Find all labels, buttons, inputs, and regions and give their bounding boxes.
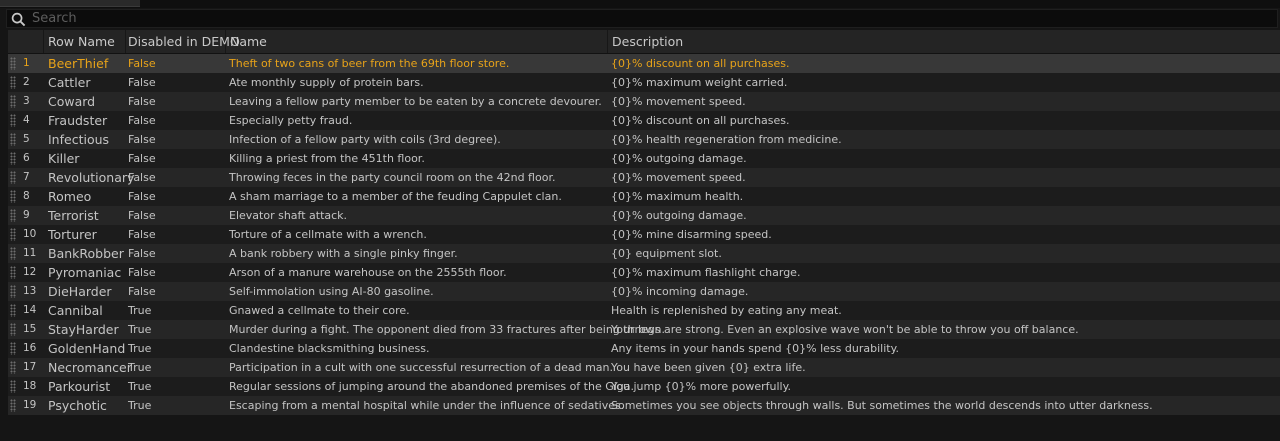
row-number: 10 xyxy=(23,228,37,240)
name-cell: Escaping from a mental hospital while under the influence of sedatives. xyxy=(229,399,625,412)
drag-handle-icon[interactable] xyxy=(10,171,16,184)
table-row[interactable] xyxy=(8,282,1280,301)
drag-handle-icon[interactable] xyxy=(10,342,16,355)
row-name-cell: GoldenHand xyxy=(48,341,126,356)
row-number: 14 xyxy=(23,304,37,316)
table-row[interactable] xyxy=(8,73,1280,92)
header-row-name[interactable]: Row Name xyxy=(44,30,126,53)
description-cell: {0}% discount on all purchases. xyxy=(611,57,790,70)
row-name-cell: BeerThief xyxy=(48,56,109,71)
description-cell: You jump {0}% more powerfully. xyxy=(611,380,792,393)
header-disabled-in-demo[interactable]: Disabled in DEMO xyxy=(124,30,226,53)
row-name-cell: Necromancer xyxy=(48,360,132,375)
disabled-cell: True xyxy=(128,304,152,317)
drag-handle-icon[interactable] xyxy=(10,209,16,222)
top-bar xyxy=(0,0,1280,8)
row-name-cell: Terrorist xyxy=(48,208,99,223)
row-number: 8 xyxy=(23,190,30,202)
description-cell: {0}% discount on all purchases. xyxy=(611,114,790,127)
description-cell: {0} equipment slot. xyxy=(611,247,722,260)
description-cell: {0}% maximum flashlight charge. xyxy=(611,266,801,279)
row-number: 16 xyxy=(23,342,37,354)
row-number: 12 xyxy=(23,266,37,278)
row-name-cell: Fraudster xyxy=(48,113,108,128)
row-number: 15 xyxy=(23,323,37,335)
drag-handle-icon[interactable] xyxy=(10,247,16,260)
disabled-cell: True xyxy=(128,342,152,355)
table-row[interactable] xyxy=(8,396,1280,415)
row-name-cell: Coward xyxy=(48,94,96,109)
row-number: 2 xyxy=(23,76,30,88)
table-row[interactable] xyxy=(8,301,1280,320)
row-number: 6 xyxy=(23,152,30,164)
disabled-cell: False xyxy=(128,152,156,165)
row-name-cell: Cattler xyxy=(48,75,91,90)
row-number: 1 xyxy=(23,57,30,69)
row-name-cell: Psychotic xyxy=(48,398,107,413)
row-number: 9 xyxy=(23,209,30,221)
row-number: 4 xyxy=(23,114,30,126)
search-input[interactable] xyxy=(32,10,1232,27)
disabled-cell: True xyxy=(128,380,152,393)
name-cell: Arson of a manure warehouse on the 2555th floor. xyxy=(229,266,507,279)
description-cell: {0}% health regeneration from medicine. xyxy=(611,133,842,146)
table-row[interactable] xyxy=(8,377,1280,396)
row-name-cell: Killer xyxy=(48,151,80,166)
name-cell: Regular sessions of jumping around the abandoned premises of the Giga. xyxy=(229,380,635,393)
disabled-cell: True xyxy=(128,361,152,374)
table-row[interactable] xyxy=(8,54,1280,73)
name-cell: Participation in a cult with one successful resurrection of a dead man. xyxy=(229,361,614,374)
table-row[interactable] xyxy=(8,111,1280,130)
row-name-cell: BankRobber xyxy=(48,246,124,261)
row-name-cell: Torturer xyxy=(48,227,97,242)
name-cell: Throwing feces in the party council room on the 42nd floor. xyxy=(229,171,556,184)
description-cell: You have been given {0} extra life. xyxy=(611,361,806,374)
row-number: 19 xyxy=(23,399,37,411)
description-cell: Health is replenished by eating any meat. xyxy=(611,304,842,317)
row-number: 3 xyxy=(23,95,30,107)
row-name-cell: Revolutionary xyxy=(48,170,135,185)
table-row[interactable] xyxy=(8,263,1280,282)
disabled-cell: False xyxy=(128,171,156,184)
name-cell: Elevator shaft attack. xyxy=(229,209,348,222)
table-row[interactable] xyxy=(8,358,1280,377)
description-cell: {0}% incoming damage. xyxy=(611,285,749,298)
row-number: 17 xyxy=(23,361,37,373)
drag-handle-icon[interactable] xyxy=(10,95,16,108)
data-table xyxy=(8,30,1280,441)
table-row[interactable] xyxy=(8,130,1280,149)
disabled-cell: False xyxy=(128,228,156,241)
table-row[interactable] xyxy=(8,206,1280,225)
drag-handle-icon[interactable] xyxy=(10,114,16,127)
name-cell: Especially petty fraud. xyxy=(229,114,353,127)
tab-strip xyxy=(0,0,140,7)
row-name-cell: DieHarder xyxy=(48,284,112,299)
header-index[interactable] xyxy=(8,30,44,53)
description-cell: Your legs are strong. Even an explosive wave won't be able to throw you off balance. xyxy=(611,323,1079,336)
disabled-cell: True xyxy=(128,323,152,336)
table-row[interactable] xyxy=(8,225,1280,244)
description-cell: {0}% movement speed. xyxy=(611,171,746,184)
row-name-cell: StayHarder xyxy=(48,322,119,337)
row-number: 7 xyxy=(23,171,30,183)
name-cell: Self-immolation using AI-80 gasoline. xyxy=(229,285,434,298)
table-row[interactable] xyxy=(8,168,1280,187)
table-row[interactable] xyxy=(8,149,1280,168)
disabled-cell: False xyxy=(128,76,156,89)
description-cell: Any items in your hands spend {0}% less durability. xyxy=(611,342,900,355)
table-header xyxy=(8,30,1280,54)
drag-handle-icon[interactable] xyxy=(10,133,16,146)
disabled-cell: True xyxy=(128,399,152,412)
drag-handle-icon[interactable] xyxy=(10,57,16,70)
disabled-cell: False xyxy=(128,209,156,222)
header-description[interactable]: Description xyxy=(612,34,684,49)
description-cell: {0}% outgoing damage. xyxy=(611,209,747,222)
row-name-cell: Parkourist xyxy=(48,379,111,394)
name-cell: Leaving a fellow party member to be eaten by a concrete devourer. xyxy=(229,95,602,108)
table-row[interactable] xyxy=(8,187,1280,206)
description-cell: Sometimes you see objects through walls. But sometimes the world descends into utter darkness. xyxy=(611,399,1153,412)
drag-handle-icon[interactable] xyxy=(10,285,16,298)
disabled-cell: False xyxy=(128,95,156,108)
drag-handle-icon[interactable] xyxy=(10,76,16,89)
row-name-cell: Cannibal xyxy=(48,303,103,318)
table-row[interactable] xyxy=(8,320,1280,339)
description-cell: {0}% maximum health. xyxy=(611,190,744,203)
drag-handle-icon[interactable] xyxy=(10,190,16,203)
disabled-cell: False xyxy=(128,266,156,279)
disabled-cell: False xyxy=(128,190,156,203)
drag-handle-icon[interactable] xyxy=(10,361,16,374)
name-cell: Ate monthly supply of protein bars. xyxy=(229,76,424,89)
row-name-cell: Romeo xyxy=(48,189,92,204)
name-cell: Murder during a fight. The opponent died from 33 fractures after being thrown. xyxy=(229,323,666,336)
row-name-cell: Pyromaniac xyxy=(48,265,122,280)
name-cell: A sham marriage to a member of the feuding Cappulet clan. xyxy=(229,190,562,203)
row-number: 5 xyxy=(23,133,30,145)
name-cell: Infection of a fellow party with coils (3rd degree). xyxy=(229,133,501,146)
description-cell: {0}% movement speed. xyxy=(611,95,746,108)
disabled-cell: False xyxy=(128,133,156,146)
name-cell: Theft of two cans of beer from the 69th floor store. xyxy=(229,57,510,70)
table-row[interactable] xyxy=(8,339,1280,358)
search-bar xyxy=(6,9,1278,28)
description-cell: {0}% outgoing damage. xyxy=(611,152,747,165)
name-cell: Clandestine blacksmithing business. xyxy=(229,342,430,355)
description-cell: {0}% maximum weight carried. xyxy=(611,76,788,89)
disabled-cell: False xyxy=(128,114,156,127)
row-name-cell: Infectious xyxy=(48,132,110,147)
drag-handle-icon[interactable] xyxy=(10,399,16,412)
disabled-cell: False xyxy=(128,247,156,260)
name-cell: Torture of a cellmate with a wrench. xyxy=(229,228,427,241)
search-icon xyxy=(11,12,26,27)
drag-handle-icon[interactable] xyxy=(10,266,16,279)
drag-handle-icon[interactable] xyxy=(10,228,16,241)
drag-handle-icon[interactable] xyxy=(10,152,16,165)
table-row[interactable] xyxy=(8,92,1280,111)
drag-handle-icon[interactable] xyxy=(10,304,16,317)
drag-handle-icon[interactable] xyxy=(10,323,16,336)
name-cell: Killing a priest from the 451th floor. xyxy=(229,152,425,165)
disabled-cell: False xyxy=(128,57,156,70)
header-name[interactable]: Name xyxy=(226,30,608,53)
row-number: 13 xyxy=(23,285,37,297)
disabled-cell: False xyxy=(128,285,156,298)
table-row[interactable] xyxy=(8,244,1280,263)
drag-handle-icon[interactable] xyxy=(10,380,16,393)
row-number: 11 xyxy=(23,247,37,259)
name-cell: Gnawed a cellmate to their core. xyxy=(229,304,410,317)
description-cell: {0}% mine disarming speed. xyxy=(611,228,772,241)
name-cell: A bank robbery with a single pinky finger. xyxy=(229,247,458,260)
row-number: 18 xyxy=(23,380,37,392)
